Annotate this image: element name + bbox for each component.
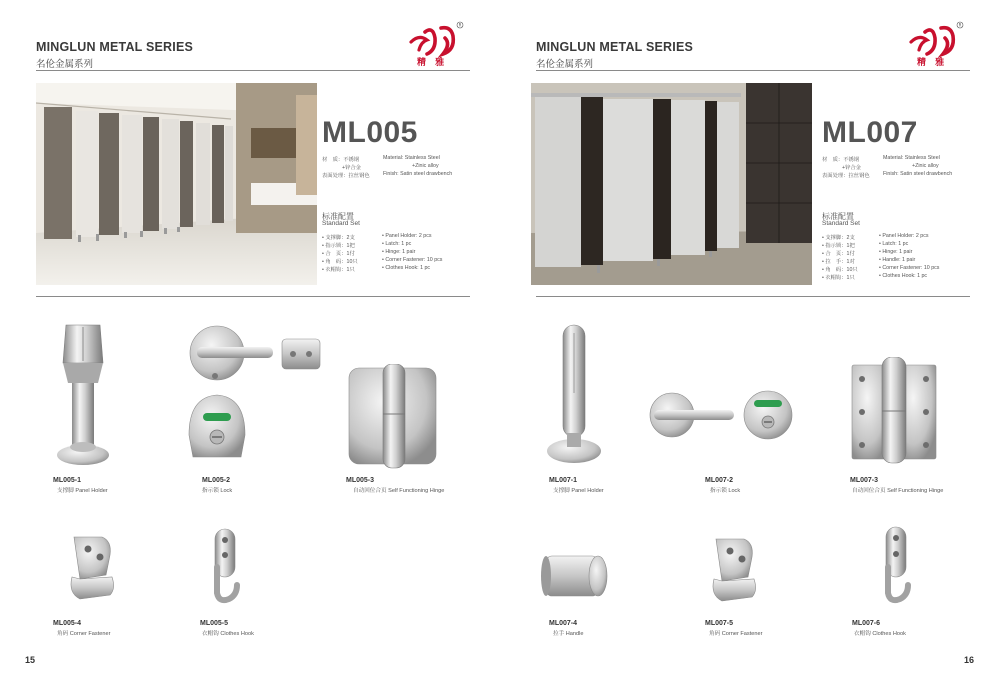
product-code: ML007-4 [549, 620, 578, 627]
spec-finish-cn: 表面处理：拉丝钢色 [822, 173, 870, 179]
section-divider [36, 296, 470, 297]
standard-set-item-en: • Latch: 1 pc [382, 241, 412, 247]
standard-set-item-cn: • 合 页：1付 [822, 251, 855, 257]
product-desc: 自动回位合页 Self Functioning Hinge [353, 488, 445, 494]
corner-fastener-image [66, 533, 118, 603]
product-desc: 衣帽钩 Clothes Hook [202, 631, 254, 637]
standard-set-item-en: • Hinge: 1 pair [382, 249, 416, 255]
spec-finish-cn: 表面处理：拉丝钢色 [322, 173, 370, 179]
standard-set-item-en: • Clothes Hook: 1 pc [879, 273, 928, 279]
clothes-hook-image [205, 527, 245, 607]
product-code: ML007-2 [705, 477, 734, 484]
spec-material-cn-label: 材 质： [322, 157, 344, 163]
standard-set-item-cn: • 合 页：1付 [322, 251, 355, 257]
hero-photo-ml007 [531, 83, 812, 285]
product-desc: 角码 Corner Fastener [57, 631, 111, 637]
product-desc: 拉手 Handle [553, 631, 584, 637]
page-number: 15 [25, 655, 36, 665]
product-code: ML005-2 [202, 477, 231, 484]
spec-material-cn [822, 155, 859, 163]
product-desc: 支撑脚 Panel Holder [57, 488, 108, 494]
header-divider [36, 70, 470, 71]
product-code: ML005-5 [200, 620, 229, 627]
clothes-hook-image [876, 525, 916, 607]
standard-set-item-en: • Clothes Hook: 1 pc [382, 265, 431, 271]
panel-holder-image [545, 323, 605, 468]
product-code: ML007-6 [852, 620, 881, 627]
product-code: ML007-5 [705, 620, 734, 627]
standard-set-item-en: • Corner Fastener: 10 pcs [879, 265, 940, 271]
standard-set-title-cn: 标准配置 [322, 212, 354, 221]
product-code: ML005-1 [53, 477, 82, 484]
series-title: MINGLUN METAL SERIES [536, 40, 694, 54]
standard-set-item-en: • Panel Holder: 2 pcs [382, 233, 432, 239]
lock-image [185, 325, 330, 465]
standard-set-title-cn: 标准配置 [822, 212, 854, 221]
standard-set-title-en: Standard Set [322, 220, 360, 227]
product-desc: 角码 Corner Fastener [709, 631, 763, 637]
lock-image [648, 382, 798, 452]
series-subtitle: 名伦金属系列 [36, 59, 94, 70]
model-number: ML005 [322, 116, 418, 149]
product-code: ML005-3 [346, 477, 375, 484]
hinge-image [848, 357, 940, 465]
spec-finish-en: Finish: Satin steel drawbench [883, 171, 953, 177]
model-number: ML007 [822, 116, 918, 149]
standard-set-item-cn: • 角 码：10只 [822, 267, 858, 273]
brand-logo-text: 精 雅 [417, 58, 448, 68]
series-subtitle: 名伦金属系列 [536, 59, 594, 70]
corner-fastener-image [708, 535, 760, 605]
catalog-page-right [500, 0, 1000, 679]
handle-image [540, 548, 610, 604]
product-code: ML007-1 [549, 477, 578, 484]
standard-set-item-en: • Panel Holder: 2 pcs [879, 233, 929, 239]
product-desc: 自动回位合页 Self Functioning Hinge [852, 488, 944, 494]
standard-set-item-en: • Handle: 1 pair [879, 257, 916, 263]
spec-material-cn [322, 155, 359, 163]
product-desc: 支撑脚 Panel Holder [553, 488, 604, 494]
product-desc: 衣帽钩 Clothes Hook [854, 631, 906, 637]
standard-set-item-en: • Hinge: 1 pair [879, 249, 913, 255]
standard-set-title-en: Standard Set [822, 220, 860, 227]
product-desc: 指示锁 Lock [710, 488, 741, 494]
spec-material-en: Material: Stainless Steel [383, 155, 440, 161]
standard-set-item-en: • Latch: 1 pc [879, 241, 909, 247]
standard-set-item-cn: • 支撑脚：2支 [322, 235, 355, 241]
product-code: ML005-4 [53, 620, 82, 627]
standard-set-item-cn: • 拉 手：1对 [822, 259, 855, 265]
header-divider [536, 70, 970, 71]
panel-holder-image [48, 323, 118, 468]
standard-set-item-cn: • 衣帽钩：1只 [822, 275, 855, 281]
hinge-image [345, 364, 440, 469]
spec-material-cn-value: 不锈钢 [343, 157, 360, 163]
spec-material-cn2: +锌合金 [842, 165, 861, 171]
page-number: 16 [964, 655, 975, 665]
spec-material-en2: +Zinic alloy [412, 163, 439, 169]
spec-material-cn2: +锌合金 [342, 165, 361, 171]
section-divider [536, 296, 970, 297]
series-title: MINGLUN METAL SERIES [36, 40, 194, 54]
standard-set-item-cn: • 角 码：10只 [322, 259, 358, 265]
standard-set-item-cn: • 支撑脚：2支 [822, 235, 855, 241]
spec-material-cn-label: 材 质： [822, 157, 844, 163]
standard-set-item-cn: • 指示锁：1把 [822, 243, 855, 249]
hero-photo-ml005 [36, 83, 317, 285]
standard-set-item-cn: • 指示锁：1把 [322, 243, 355, 249]
standard-set-item-en: • Corner Fastener: 10 pcs [382, 257, 443, 263]
spec-material-en: Material: Stainless Steel [883, 155, 940, 161]
spec-material-cn-value: 不锈钢 [843, 157, 860, 163]
svg-text:R: R [458, 22, 462, 28]
svg-text:R: R [958, 22, 962, 28]
standard-set-item-cn: • 衣帽钩：1只 [322, 267, 355, 273]
brand-logo-text: 精 雅 [917, 58, 948, 68]
product-desc: 指示锁 Lock [202, 488, 233, 494]
product-code: ML007-3 [850, 477, 879, 484]
spec-finish-en: Finish: Satin steel drawbench [383, 171, 453, 177]
spec-material-en2: +Zinic alloy [912, 163, 939, 169]
